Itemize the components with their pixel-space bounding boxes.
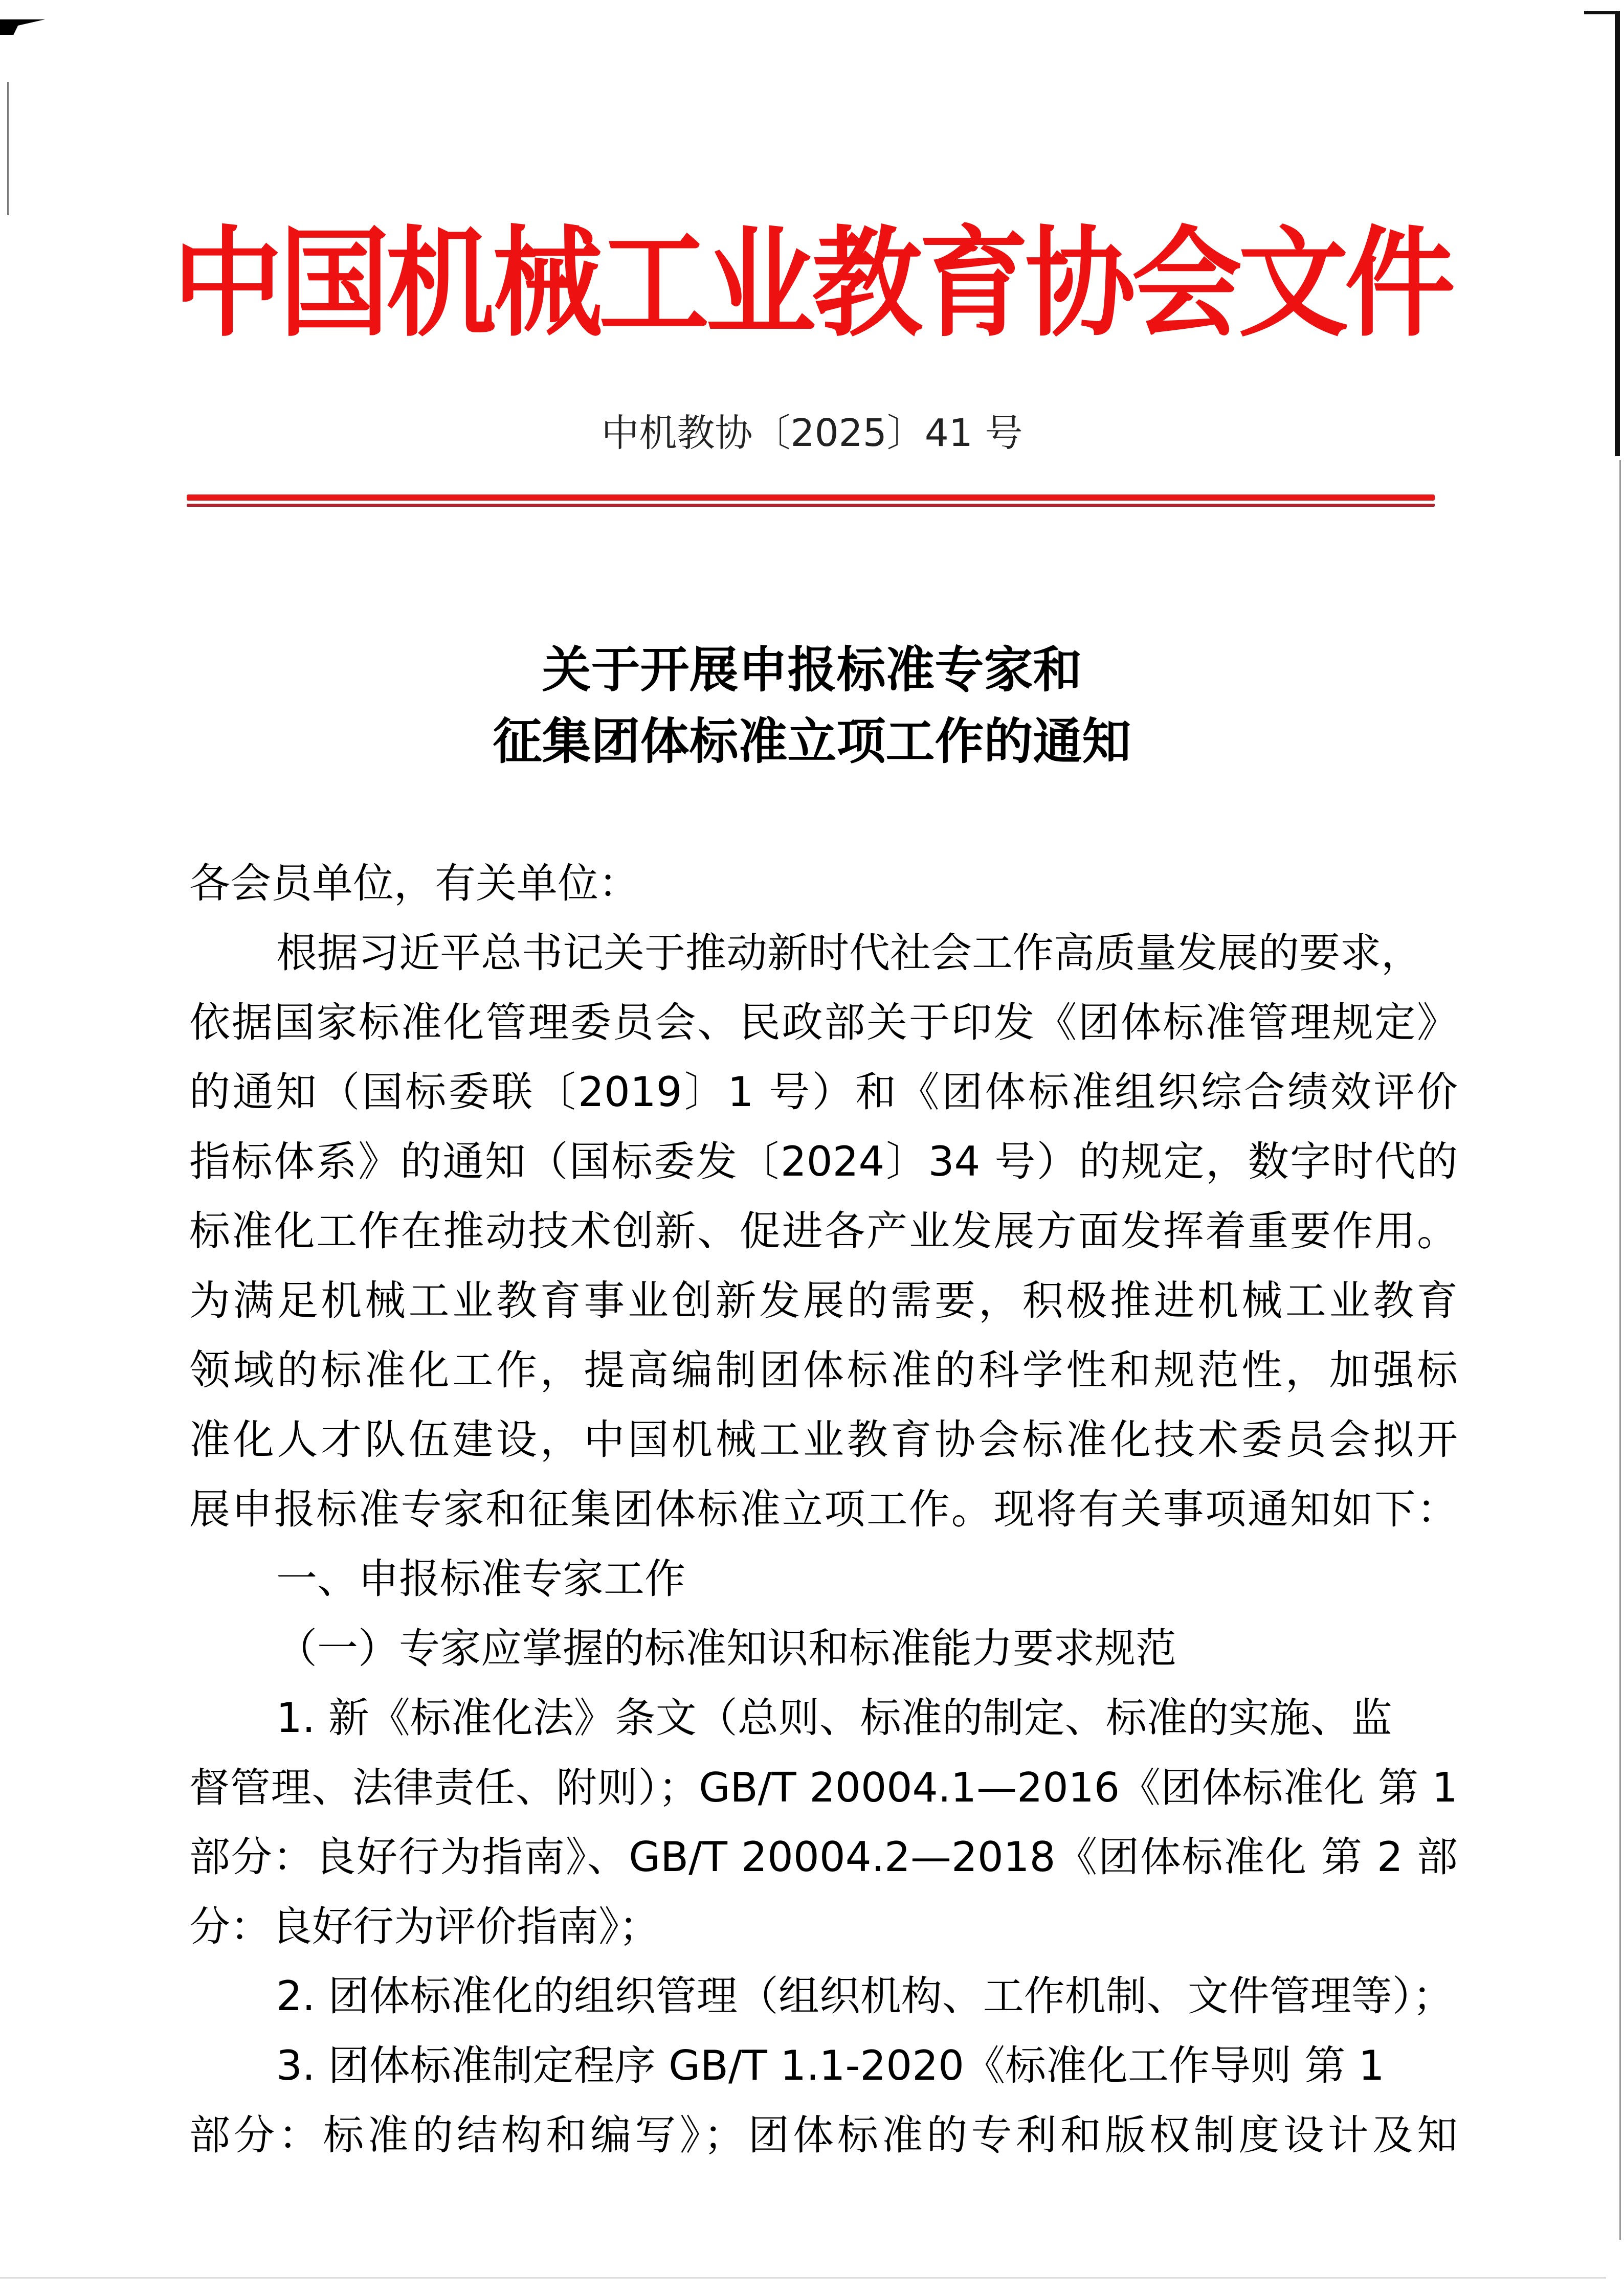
list-item-line: 3. 团体标准制定程序 GB/T 1.1-2020《标准化工作导则 第 1 <box>276 2042 1385 2089</box>
list-item-line: 督管理、法律责任、附则）；GB/T 20004.1—2016《团体标准化 第 1 <box>189 1764 1458 1811</box>
list-item-line: 部分：标准的结构和编写》；团体标准的专利和版权制度设计及知 <box>189 2111 1458 2159</box>
list-item-line: 1. 新《标准化法》条文（总则、标准的制定、标准的实施、监 <box>276 1694 1392 1742</box>
scan-artifact <box>7 82 9 215</box>
body-line: 的通知（国标委联〔2019〕1 号）和《团体标准组织综合绩效评价 <box>189 1068 1458 1116</box>
body-line: 准化人才队伍建设，中国机械工业教育协会标准化技术委员会拟开 <box>189 1416 1458 1464</box>
body-line: 指标体系》的通知（国标委发〔2024〕34 号）的规定，数字时代的 <box>189 1138 1458 1185</box>
body-line: 展申报标准专家和征集团体标准立项工作。现将有关事项通知如下： <box>189 1485 1458 1533</box>
red-divider-rule <box>187 494 1435 501</box>
list-item: 2. 团体标准化的组织管理（组织机构、工作机制、文件管理等）； <box>276 1972 1454 2020</box>
section-heading: 一、申报标准专家工作 <box>276 1555 685 1603</box>
document-body <box>189 849 1458 2170</box>
subsection-heading: （一）专家应掌握的标准知识和标准能力要求规范 <box>276 1625 1176 1672</box>
red-masthead: 中国机械工业教育协会文件 <box>172 215 1452 353</box>
scan-artifact <box>0 19 45 35</box>
body-line: 根据习近平总书记关于推动新时代社会工作高质量发展的要求， <box>276 929 1422 977</box>
body-line: 领域的标准化工作，提高编制团体标准的科学性和规范性，加强标 <box>189 1346 1458 1394</box>
document-number: 中机教协〔2025〕41 号 <box>601 411 1023 455</box>
red-divider-rule-thin <box>187 504 1435 507</box>
list-item-line: 分：良好行为评价指南》； <box>189 1903 660 1950</box>
list-item-line: 部分：良好行为指南》、GB/T 20004.2—2018《团体标准化 第 2 部 <box>189 1833 1458 1881</box>
title-line-1: 关于开展申报标准专家和 <box>542 641 1082 699</box>
scan-artifact <box>0 2277 1606 2279</box>
scan-artifact <box>1615 11 1620 456</box>
salutation: 各会员单位，有关单位： <box>189 860 639 907</box>
document-title <box>0 634 1624 777</box>
body-line: 标准化工作在推动技术创新、促进各产业发展方面发挥着重要作用。 <box>189 1207 1458 1255</box>
title-line-2: 征集团体标准立项工作的通知 <box>493 712 1131 770</box>
body-line: 为满足机械工业教育事业创新发展的需要，积极推进机械工业教育 <box>189 1277 1458 1324</box>
body-line: 依据国家标准化管理委员会、民政部关于印发《团体标准管理规定》 <box>189 999 1458 1046</box>
